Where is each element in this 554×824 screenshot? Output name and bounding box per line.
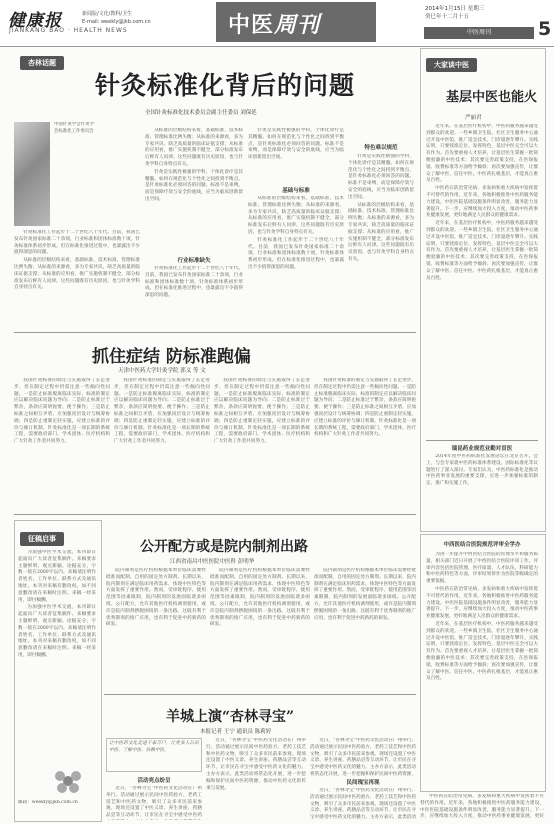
bottom-paragraph-1: 近日，“杏林寻宝”中医药文化活动在广州举行。活动通过展示民间中医药验方、老药工技艺和中医药文物，吸引了众多市民前来参观。现场还设置了中医义诊、养生讲座、药膳品尝等互动环节，让市民在寻宝中感受中医药 bbox=[106, 786, 202, 819]
weekly-title-b: 周刊 bbox=[274, 12, 321, 38]
lead-paragraph-1b: 针灸标准化工作起步于二十世纪八十年代。目前，我国已发布针灸国家标准二十余项，行业标准和团体标准数十项，针灸标准体系初步形成。但在标准化推进过程中，也暴露出不少值得深思的问题。 bbox=[145, 266, 243, 299]
newspaper-logo-english: JIANKANG BAO · HEALTH NEWS bbox=[9, 27, 128, 34]
issue-date-solar: 2014年1月15日 星期三 bbox=[425, 6, 485, 12]
weekly-title-a: 中医 bbox=[228, 12, 275, 38]
lead-column-2-cont bbox=[145, 266, 243, 326]
lead-subhead-basics: 基础与标准 bbox=[282, 188, 310, 194]
lead-paragraph-2c: 从标准的层级结构来看，基础标准、技术标准、管理标准比例失衡；从标准的来源看，多为专家共识，缺乏高质量的临床证据支撑；从标准的应用看，推广实施机制不健全，部分标准发布后鲜有人问津。这些问题既有历史原因，也与针灸学科自身特点有关。 bbox=[248, 196, 344, 235]
bottom-paragraph-3: 近日，“杏林寻宝”中医药文化活动在广州举行。活动通过展示民间中医药验方、老药工技艺和中医药文物，吸引了众多市民前来参观。现场还设置了中医义诊、养生讲座、药膳品尝等互动环节，让市民在寻宝中感受中医药文化的魅力。主办方表示，此类活动将常态化开展，进一步挖掘和保护民间中医药资源， bbox=[310, 738, 416, 776]
third-column-3 bbox=[314, 568, 416, 690]
lead-paragraph-1c: 针灸标准化工作起步于二十世纪八十年代。目前，我国已发布针灸国家标准二十余项，行业标准和团体标准数十项，针灸标准体系初步形成。但在标准化推进过程中，也暴露出不少值得深思的问题。 bbox=[248, 237, 344, 270]
masthead-meta: 新闻版/文化/教科/卫生 E-mail: weekly@jkb.com.cn bbox=[82, 11, 151, 25]
lead-column-4 bbox=[348, 154, 414, 326]
sidebar-paragraph-2: 中医药在防治常见病、多发病和重大疾病中发挥着不可替代的作用。近年来，各地积极推进中医药服务能力建设，中医医院基础设施条件明显改善，服务能力显著提升。下一步，应继续加大投入力度，推动中医药事业健康发展，更好地满足人民群众的健康需求。 bbox=[426, 186, 538, 219]
lead-byline: 全国针灸标准化技术委员会副主任委员 刘保延 bbox=[145, 110, 257, 116]
lead-paragraph-2b: 从标准的层级结构来看，基础标准、技术标准、管理标准比例失衡；从标准的来源看，多为专家共识，缺乏高质量的临床证据支撑；从标准的应用看，推广实施机制不健全，部分标准发布后鲜有人问津。这些问题既有历史原因，也与针灸学科自身特点有关。 bbox=[145, 128, 243, 167]
sidebar-news-title: 瑞昆药业规范业勤对首医 bbox=[451, 446, 513, 452]
second-column-4 bbox=[314, 378, 416, 508]
notice-text: 为加强中医学术交流，本刊即日起面向广大读者征集稿件。来稿要求主题鲜明、观点新颖、论据充分，字数一般在2000字以内。来稿请注明作者姓名、工作单位、联系方式及通讯地址。本刊对来稿有删改权，如不同意删改请在来稿时注明。来稿一经采用，即付稿酬。 bbox=[18, 550, 96, 603]
sidebar-lower-text-3: 近年来，在基层医疗机构中，中医药服务越来越受到群众的欢迎。一些乡镇卫生院、社区卫生服务中心通过开设中医馆、推广适宜技术，门诊量逐年攀升。实践证明，只要找准定位、发挥特色，基层中医完全可以大有作为。首先要重视人才培养，让基层医生掌握一批简便验廉的中医技术；其次要完善政策支持，在医保报销、收费标准等方面给予倾斜；再次要加强宣传，让群众了解中医、信任中医。中医药扎根基层，才能真正惠及百姓。 bbox=[426, 621, 538, 682]
third-paragraph-1: 院内制剂是医疗机构根据本单位临床需要经批准而配制、自用的固定处方制剂。长期以来，院内制剂在满足临床用药需求、体现中医特色等方面发挥了重要作用。然而，受审批程序、使用范围等因素限制，院内制剂的发展面临诸多困境。公开配方，允许其他医疗机构调剂使用，或许是院内制剂摆脱困境的一条出路。这既有利于优秀制剂的推广应用，也有利于促进中药新药的研发。 bbox=[106, 568, 206, 628]
bottom-subhead: 活动亮点纷呈 bbox=[137, 778, 171, 784]
sidebar-lower-text: 为进一步提升中西医结合医院的管理水平和服务质量，相关部门近日开展了中西医结合医院评审工作。评审内容包括医院管理、医疗质量、人才队伍、科研能力和中医药特色等方面，评审结果将作为医院等级确定的重要依据。 bbox=[426, 552, 538, 585]
bottom-byline: 本报记者 王宁 通讯员 陈莉婷 bbox=[200, 729, 272, 735]
lead-paragraph-2: 从标准的层级结构来看，基础标准、技术标准、管理标准比例失衡；从标准的来源看，多为专家共识，缺乏高质量的临床证据支撑；从标准的应用看，推广实施机制不健全，部分标准发布后鲜有人问津。这些问题既有历史原因，也与针灸学科自身特点有关。 bbox=[14, 258, 140, 291]
third-paragraph-3: 院内制剂是医疗机构根据本单位临床需要经批准而配制、自用的固定处方制剂。长期以来，院内制剂在满足临床用药需求、体现中医特色等方面发挥了重要作用。然而，受审批程序、使用范围等因素限制，院内制剂的发展面临诸多困境。公开配方，允许其他医疗机构调剂使用，或许是院内制剂摆脱困境的一条出路。这既有利于优秀制剂的推广应用，也有利于促进中药新药的研发。 bbox=[314, 568, 416, 621]
sidebar-lower-body bbox=[426, 552, 538, 784]
sidebar-divider bbox=[426, 440, 538, 441]
third-column-1 bbox=[106, 568, 206, 690]
lead-subhead-features: 特色难以规范 bbox=[364, 145, 398, 151]
lead-subhead-standards: 行业标准缺失 bbox=[177, 258, 211, 264]
section-tag-forum: 大家谈中医 bbox=[426, 58, 477, 72]
second-headline: 抓住症结 防标准跑偏 bbox=[92, 347, 251, 367]
sidebar-headline: 基层中医也能火 bbox=[446, 90, 538, 105]
sidebar-paragraph-3: 近年来，在基层医疗机构中，中医药服务越来越受到群众的欢迎。一些乡镇卫生院、社区卫生服务中心通过开设中医馆、推广适宜技术，门诊量逐年攀升。实践证明，只要找准定位、发挥特色，基层中医完全可以大有作为。首先要重视人才培养，让基层医生掌握一批简便验廉的中医技术；其次要完善政策支持，在医保报销、收费标准等方面给予倾斜；再次要加强宣传，让群众了解中医、信任中医。中医药扎根基层，才能真正惠及百姓。 bbox=[426, 221, 538, 281]
second-column-1 bbox=[14, 378, 110, 508]
second-paragraph-3: 我国针灸标准的制定与实施取得了长足进步，但在制定过程中仍需注意一些倾向性问题。一是防止标准脱离临床实际，标准的制定应以解决临床问题为导向；二是防止标准过于繁杂，条款应简明扼要、便于操作；三是防止标准之间相互矛盾，应加强顶层设计与统筹协调；四是防止重制定轻实施，应建立标准的评价与修订机制。针灸标准化是一项长期的系统工程，需要政府部门、学术团体、医疗机构和广大针灸工作者共同努力。 bbox=[214, 378, 310, 445]
notice-contact: 邮箱：weekly@jkb.com.cn bbox=[18, 800, 78, 805]
bottom-pull-quote: 让中医药文化走进千家万户，让更多人认识中医、了解中医、信赖中医。 bbox=[106, 738, 202, 772]
sidebar-lower-title: 中西医结合医院规范评审全学办 bbox=[443, 542, 521, 548]
sidebar-lower-text-2: 中医药在防治常见病、多发病和重大疾病中发挥着不可替代的作用。近年来，各地积极推进中医药服务能力建设，中医医院基础设施条件明显改善，服务能力显著提升。下一步，应继续加大投入力度，推动中医药事业健康发展，更好地满足人民群众的健康需求。 bbox=[426, 586, 538, 620]
portrait-photo bbox=[14, 122, 50, 226]
lead-paragraph-1: 针灸标准化工作起步于二十世纪八十年代。目前，我国已发布针灸国家标准二十余项，行业标准和团体标准数十项，针灸标准体系初步形成。但在标准化推进过程中，也暴露出不少值得深思的问题。 bbox=[14, 230, 140, 256]
lead-column-3b bbox=[248, 196, 344, 326]
bottom-subhead-2: 民间瑰宝再现 bbox=[346, 780, 380, 786]
lead-paragraph-3: 针灸是实践性极强的学科，个体化诊疗是其精髓。如何在规范化与个性化之间找到平衡点，是针灸标准化必须回答的问题。标准不是束缚，而是保障疗效与安全的底线，应当为临床创新留出空间。 bbox=[145, 169, 243, 202]
lead-column-2 bbox=[145, 128, 243, 252]
lead-paragraph-3b: 针灸是实践性极强的学科，个体化诊疗是其精髓。如何在规范化与个性化之间找到平衡点，是针灸标准化必须回答的问题。标准不是束缚，而是保障疗效与安全的底线，应当为临床创新留出空间。 bbox=[248, 128, 344, 161]
second-byline: 天津中医药大学针灸学院 郭义 等 文 bbox=[118, 368, 206, 374]
section-divider-3 bbox=[104, 694, 416, 695]
second-column-3 bbox=[214, 378, 310, 508]
lead-headline: 针灸标准化背后的问题 bbox=[95, 71, 356, 100]
sidebar-footer-paragraph: 中医药在防治常见病、多发病和重大疾病中发挥着不可替代的作用。近年来，各地积极推进中医药服务能力建设，中医医院基础设施条件明显改善，服务能力显著提升。下一步，应继续加大投入力度，推动中医药事业健康发展，更好 bbox=[420, 794, 544, 820]
sidebar-article-body bbox=[426, 124, 538, 432]
bottom-column-1 bbox=[106, 786, 202, 820]
notice-body bbox=[18, 550, 96, 762]
bottom-column-3-cont bbox=[310, 788, 416, 820]
sidebar-news-body bbox=[426, 454, 538, 524]
sidebar-news-text: 2014年度中医药标准化发展论坛在北京召开。会上，与会专家就中医药标准体系建设、国际标准化等议题进行了深入探讨。专家们认为，中医药标准化是推动中医药事业发展的重要支撑，应进一步加强标准的制定、推广和实施工作。 bbox=[426, 454, 538, 487]
flower-icon bbox=[48, 764, 88, 798]
page-number: 5 bbox=[538, 18, 552, 40]
section-tag-topic: 杏林话题 bbox=[20, 56, 64, 70]
lead-column-1 bbox=[14, 230, 140, 326]
sidebar-paragraph: 近年来，在基层医疗机构中，中医药服务越来越受到群众的欢迎。一些乡镇卫生院、社区卫生服务中心通过开设中医馆、推广适宜技术，门诊量逐年攀升。实践证明，只要找准定位、发挥特色，基层中医完全可以大有作为。首先要重视人才培养，让基层医生掌握一批简便验廉的中医技术；其次要完善政策支持，在医保报销、收费标准等方面给予倾斜；再次要加强宣传，让群众了解中医、信任中医。中医药扎根基层，才能真正惠及百姓。 bbox=[426, 124, 538, 184]
section-divider bbox=[14, 332, 416, 333]
newspaper-logo: 健康报 bbox=[8, 11, 62, 31]
section-tag-notice: 征稿启事 bbox=[20, 532, 64, 546]
weekly-title bbox=[228, 8, 320, 39]
bottom-column-2 bbox=[206, 738, 306, 820]
sidebar-footer-text bbox=[420, 794, 544, 820]
third-byline: 江西省南昌中医医院中医科 彭明华 bbox=[170, 559, 255, 565]
issue-date-lunar: 癸巳年十二月十五 bbox=[425, 14, 470, 20]
lead-paragraph-3c: 针灸是实践性极强的学科，个体化诊疗是其精髓。如何在规范化与个性化之间找到平衡点，是针灸标准化必须回答的问题。标准不是束缚，而是保障疗效与安全的底线，应当为临床创新留出空间。 bbox=[348, 154, 414, 200]
notice-text-2: 为加强中医学术交流，本刊即日起面向广大读者征集稿件。来稿要求主题鲜明、观点新颖、论据充分，字数一般在2000字以内。来稿请注明作者姓名、工作单位、联系方式及通讯地址。本刊对来稿有删改权，如不同意删改请在来稿时注明。来稿一经采用，即付稿酬。 bbox=[18, 605, 96, 658]
issue-date bbox=[425, 5, 484, 21]
third-paragraph-2: 院内制剂是医疗机构根据本单位临床需要经批准而配制、自用的固定处方制剂。长期以来，院内制剂在满足临床用药需求、体现中医特色等方面发挥了重要作用。然而，受审批程序、使用范围等因素限制，院内制剂的发展面临诸多困境。公开配方，允许其他医疗机构调剂使用，或许是院内制剂摆脱困境的一条出路。这既有利于优秀制剂的推广应用，也有利于促进中药新药的研发。 bbox=[210, 568, 310, 628]
third-headline: 公开配方或是院内制剂出路 bbox=[140, 539, 308, 555]
bottom-headline: 羊城上演“杏林寻宝” bbox=[166, 709, 295, 725]
lead-paragraph-2d: 从标准的层级结构来看，基础标准、技术标准、管理标准比例失衡；从标准的来源看，多为专家共识，缺乏高质量的临床证据支撑；从标准的应用看，推广实施机制不健全，部分标准发布后鲜有人问津。这些问题既有历史原因，也与针灸学科自身特点有关。 bbox=[348, 202, 414, 262]
third-column-2 bbox=[210, 568, 310, 690]
second-column-2 bbox=[114, 378, 210, 508]
second-paragraph-1: 我国针灸标准的制定与实施取得了长足进步，但在制定过程中仍需注意一些倾向性问题。一是防止标准脱离临床实际，标准的制定应以解决临床问题为导向；二是防止标准过于繁杂，条款应简明扼要、便于操作；三是防止标准之间相互矛盾，应加强顶层设计与统筹协调；四是防止重制定轻实施，应建立标准的评价与修订机制。针灸标准化是一项长期的系统工程，需要政府部门、学术团体、医疗机构和广大针灸工作者共同努力。 bbox=[14, 378, 110, 445]
bottom-paragraph-4: 近日，“杏林寻宝”中医药文化活动在广州举行。活动通过展示民间中医药验方、老药工技艺和中医药文物，吸引了众多市民前来参观。现场还设置了中医义诊、养生讲座、药膳品尝等互动环节，让市民在寻宝中感受中医药文化的魅力。主办方表示，此类活动 bbox=[310, 788, 416, 820]
lead-photo-caption: 中国针灸学会针灸学会标准化工作委员会 bbox=[54, 122, 94, 134]
lead-column-3a bbox=[248, 128, 344, 184]
bottom-column-3 bbox=[310, 738, 416, 776]
second-paragraph-2: 我国针灸标准的制定与实施取得了长足进步，但在制定过程中仍需注意一些倾向性问题。一是防止标准脱离临床实际，标准的制定应以解决临床问题为导向；二是防止标准过于繁杂，条款应简明扼要、便于操作；三是防止标准之间相互矛盾，应加强顶层设计与统筹协调；四是防止重制定轻实施，应建立标准的评价与修订机制。针灸标准化是一项长期的系统工程，需要政府部门、学术团体、医疗机构和广大针灸工作者共同努力。 bbox=[114, 378, 210, 445]
bottom-paragraph-2: 近日，“杏林寻宝”中医药文化活动在广州举行。活动通过展示民间中医药验方、老药工技艺和中医药文物，吸引了众多市民前来参观。现场还设置了中医义诊、养生讲座、药膳品尝等互动环节，让市民在寻宝中感受中医药文化的魅力。主办方表示，此类活动将常态化开展，进一步挖掘和保护民间中医药资源，推动中医药文化的传承与发展。 bbox=[206, 738, 306, 791]
section-divider-2 bbox=[14, 514, 416, 515]
second-paragraph-4: 我国针灸标准的制定与实施取得了长足进步，但在制定过程中仍需注意一些倾向性问题。一是防止标准脱离临床实际，标准的制定应以解决临床问题为导向；二是防止标准过于繁杂，条款应简明扼要、便于操作；三是防止标准之间相互矛盾，应加强顶层设计与统筹协调；四是防止重制定轻实施，应建立标准的评价与修订机制。针灸标准化是一项长期的系统工程，需要政府部门、学术团体、医疗机构和广大针灸工作者共同努力。 bbox=[314, 378, 416, 438]
sidebar-byline: 严丽君 bbox=[465, 115, 482, 121]
page-label: 中医周刊 bbox=[424, 27, 534, 39]
